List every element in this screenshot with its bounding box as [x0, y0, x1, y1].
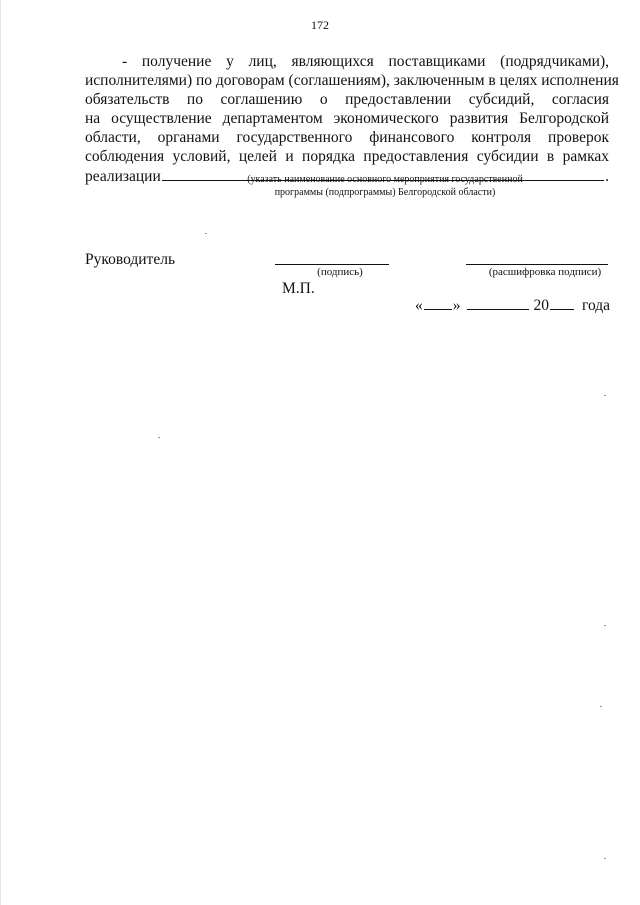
- scan-speck: [205, 233, 207, 234]
- date-open-quote: «: [415, 297, 423, 314]
- head-label: Руководитель: [85, 251, 176, 268]
- date-year-prefix: 20: [533, 297, 549, 314]
- paragraph-line-2: исполнителями) по договорам (соглашениям), заключенным в целях исполнения: [85, 72, 619, 89]
- date-row: [415, 296, 612, 315]
- scan-speck: [604, 625, 606, 626]
- paragraph-line-1: - получение у лиц, являющихся поставщиками (подрядчиками),: [122, 53, 609, 70]
- line-end-period: .: [605, 168, 609, 185]
- date-day-blank: [424, 296, 452, 310]
- scan-speck: [600, 706, 602, 707]
- signature-caption: (подпись): [317, 266, 363, 278]
- scan-speck: [604, 395, 606, 396]
- date-year-blank: [550, 296, 574, 310]
- signature-decoding-blank: [466, 264, 608, 265]
- scan-speck: [158, 437, 160, 438]
- scan-speck: [604, 858, 606, 859]
- paragraph-line-5: области, органами государственного финансового контроля проверок: [85, 129, 609, 146]
- paragraph-line-6: соблюдения условий, целей и порядка предоставления субсидии в рамках: [85, 148, 609, 165]
- program-caption-line-1: (указать наименование основного мероприятия государственной: [247, 174, 523, 185]
- stamp-label: М.П.: [282, 280, 315, 297]
- page-number: 172: [311, 18, 329, 32]
- date-month-blank: [467, 296, 529, 310]
- paragraph-line-3: обязательств по соглашению о предоставлении субсидий, согласия: [85, 91, 609, 108]
- realization-label: реализации: [85, 168, 161, 185]
- paragraph-line-4: на осуществление департаментом экономического развития Белгородской: [85, 110, 609, 127]
- date-close-quote: »: [452, 297, 461, 314]
- signature-decoding-caption: (расшифровка подписи): [488, 266, 602, 278]
- program-caption-line-2: программы (подпрограммы) Белгородской области): [274, 187, 496, 198]
- signature-blank: [275, 264, 389, 265]
- date-year-suffix: года: [582, 297, 611, 314]
